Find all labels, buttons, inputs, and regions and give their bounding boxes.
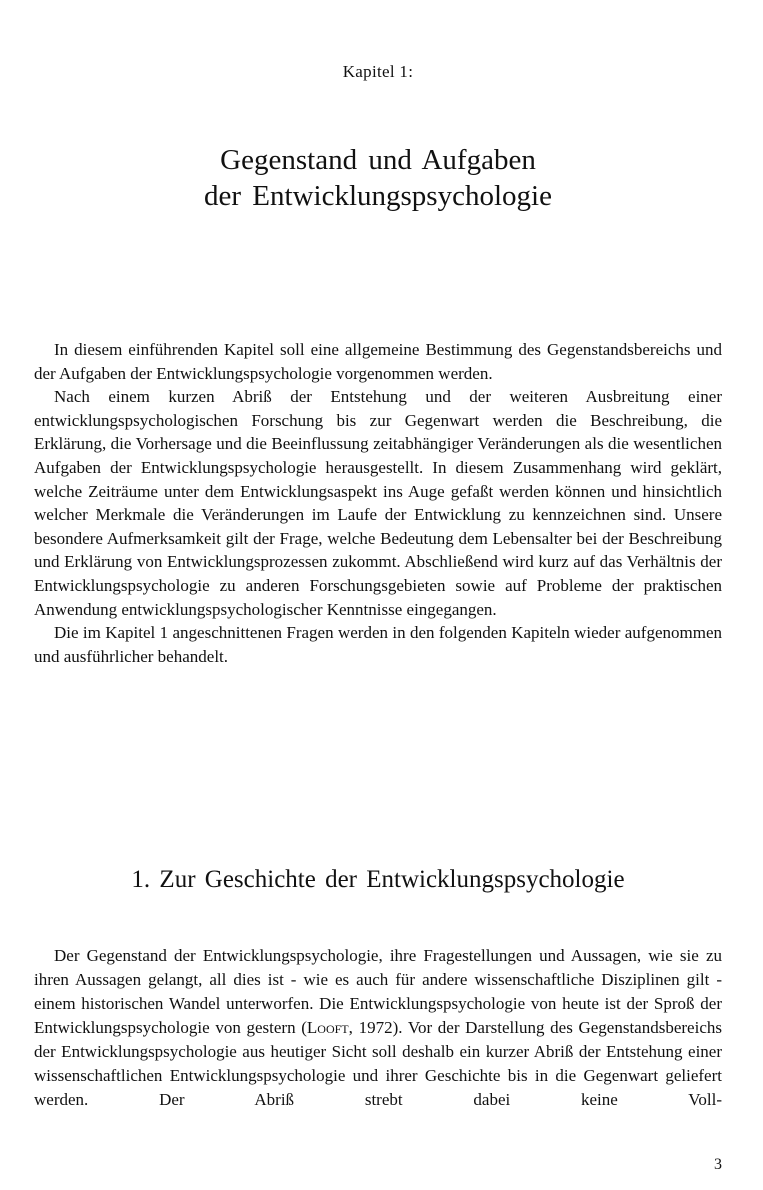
page-number: 3 — [714, 1156, 722, 1173]
chapter-title-line-1: Gegenstand und Aufgaben — [220, 144, 536, 176]
body-paragraph — [34, 944, 722, 1112]
chapter-intro — [34, 338, 722, 668]
intro-paragraph-3: Die im Kapitel 1 angeschnittenen Fragen werden in den folgenden Kapiteln wieder aufgenommen und ausführlicher behandelt. — [34, 623, 722, 666]
body-text-end: , 1972). Vor der Darstellung des Gegenstandsbereichs der Entwicklungspsychologie aus heutiger Sicht soll deshalb ein kurzer Abriß der Entstehung einer wissenschaftlichen Entwicklungspsychologie und ihrer Geschichte bis in die Gegenwart geliefert werden. Der Abriß strebt dabei keine Voll- — [34, 1018, 722, 1109]
chapter-title-line-2: der Entwicklungspsychologie — [204, 180, 552, 212]
intro-paragraph-2: Nach einem kurzen Abriß der Entstehung und der weiteren Ausbreitung einer entwicklungspsychologischen Forschung bis zur Gegenwart werden die Beschreibung, die Erklärung, die Vorhersage und die Beeinflussung zeitabhängiger Veränderungen als die wesentlichen Aufgaben der Entwicklungspsychologie herausgestellt. In diesem Zusammenhang wird geklärt, welche Zeiträume unter dem Entwicklungsaspekt ins Auge gefaßt werden können und hinsichtlich welcher Merkmale die Veränderungen im Laufe der Entwicklung zu kennzeichnen sind. Unsere besondere Aufmerksamkeit gilt der Frage, welche Bedeutung dem Lebensalter bei der Beschreibung und Erklärung von Entwicklungsprozessen zukommt. Abschließend wird kurz auf das Verhältnis der Entwicklungspsychologie zu anderen Forschungsgebieten sowie auf Probleme der praktischen Anwendung entwicklungspsychologischer Kenntnisse eingegangen. — [34, 387, 722, 619]
body-text-start: Der Gegenstand der Entwicklungspsychologie, ihre Fragestellungen und Aussagen, wie sie zu ihren Aussagen gelangt, all dies ist - wie es auch für andere wissenschaftliche Disziplinen gilt - einem historischen Wandel unterworfen. Die Entwicklungspsychologie von heute ist der Sproß der Entwicklungspsychologie von gestern ( — [34, 946, 722, 1037]
citation-author: Looft — [306, 1018, 349, 1037]
section-heading: 1. Zur Geschichte der Entwicklungspsychologie — [131, 866, 625, 893]
chapter-title — [34, 142, 722, 214]
chapter-label: Kapitel 1: — [342, 62, 414, 81]
intro-paragraph-1: In diesem einführenden Kapitel soll eine allgemeine Bestimmung des Gegenstandsbereichs und der Aufgaben der Entwicklungspsychologie vorgenommen werden. — [34, 340, 722, 383]
book-page — [34, 0, 722, 1190]
section-body — [34, 944, 722, 1112]
